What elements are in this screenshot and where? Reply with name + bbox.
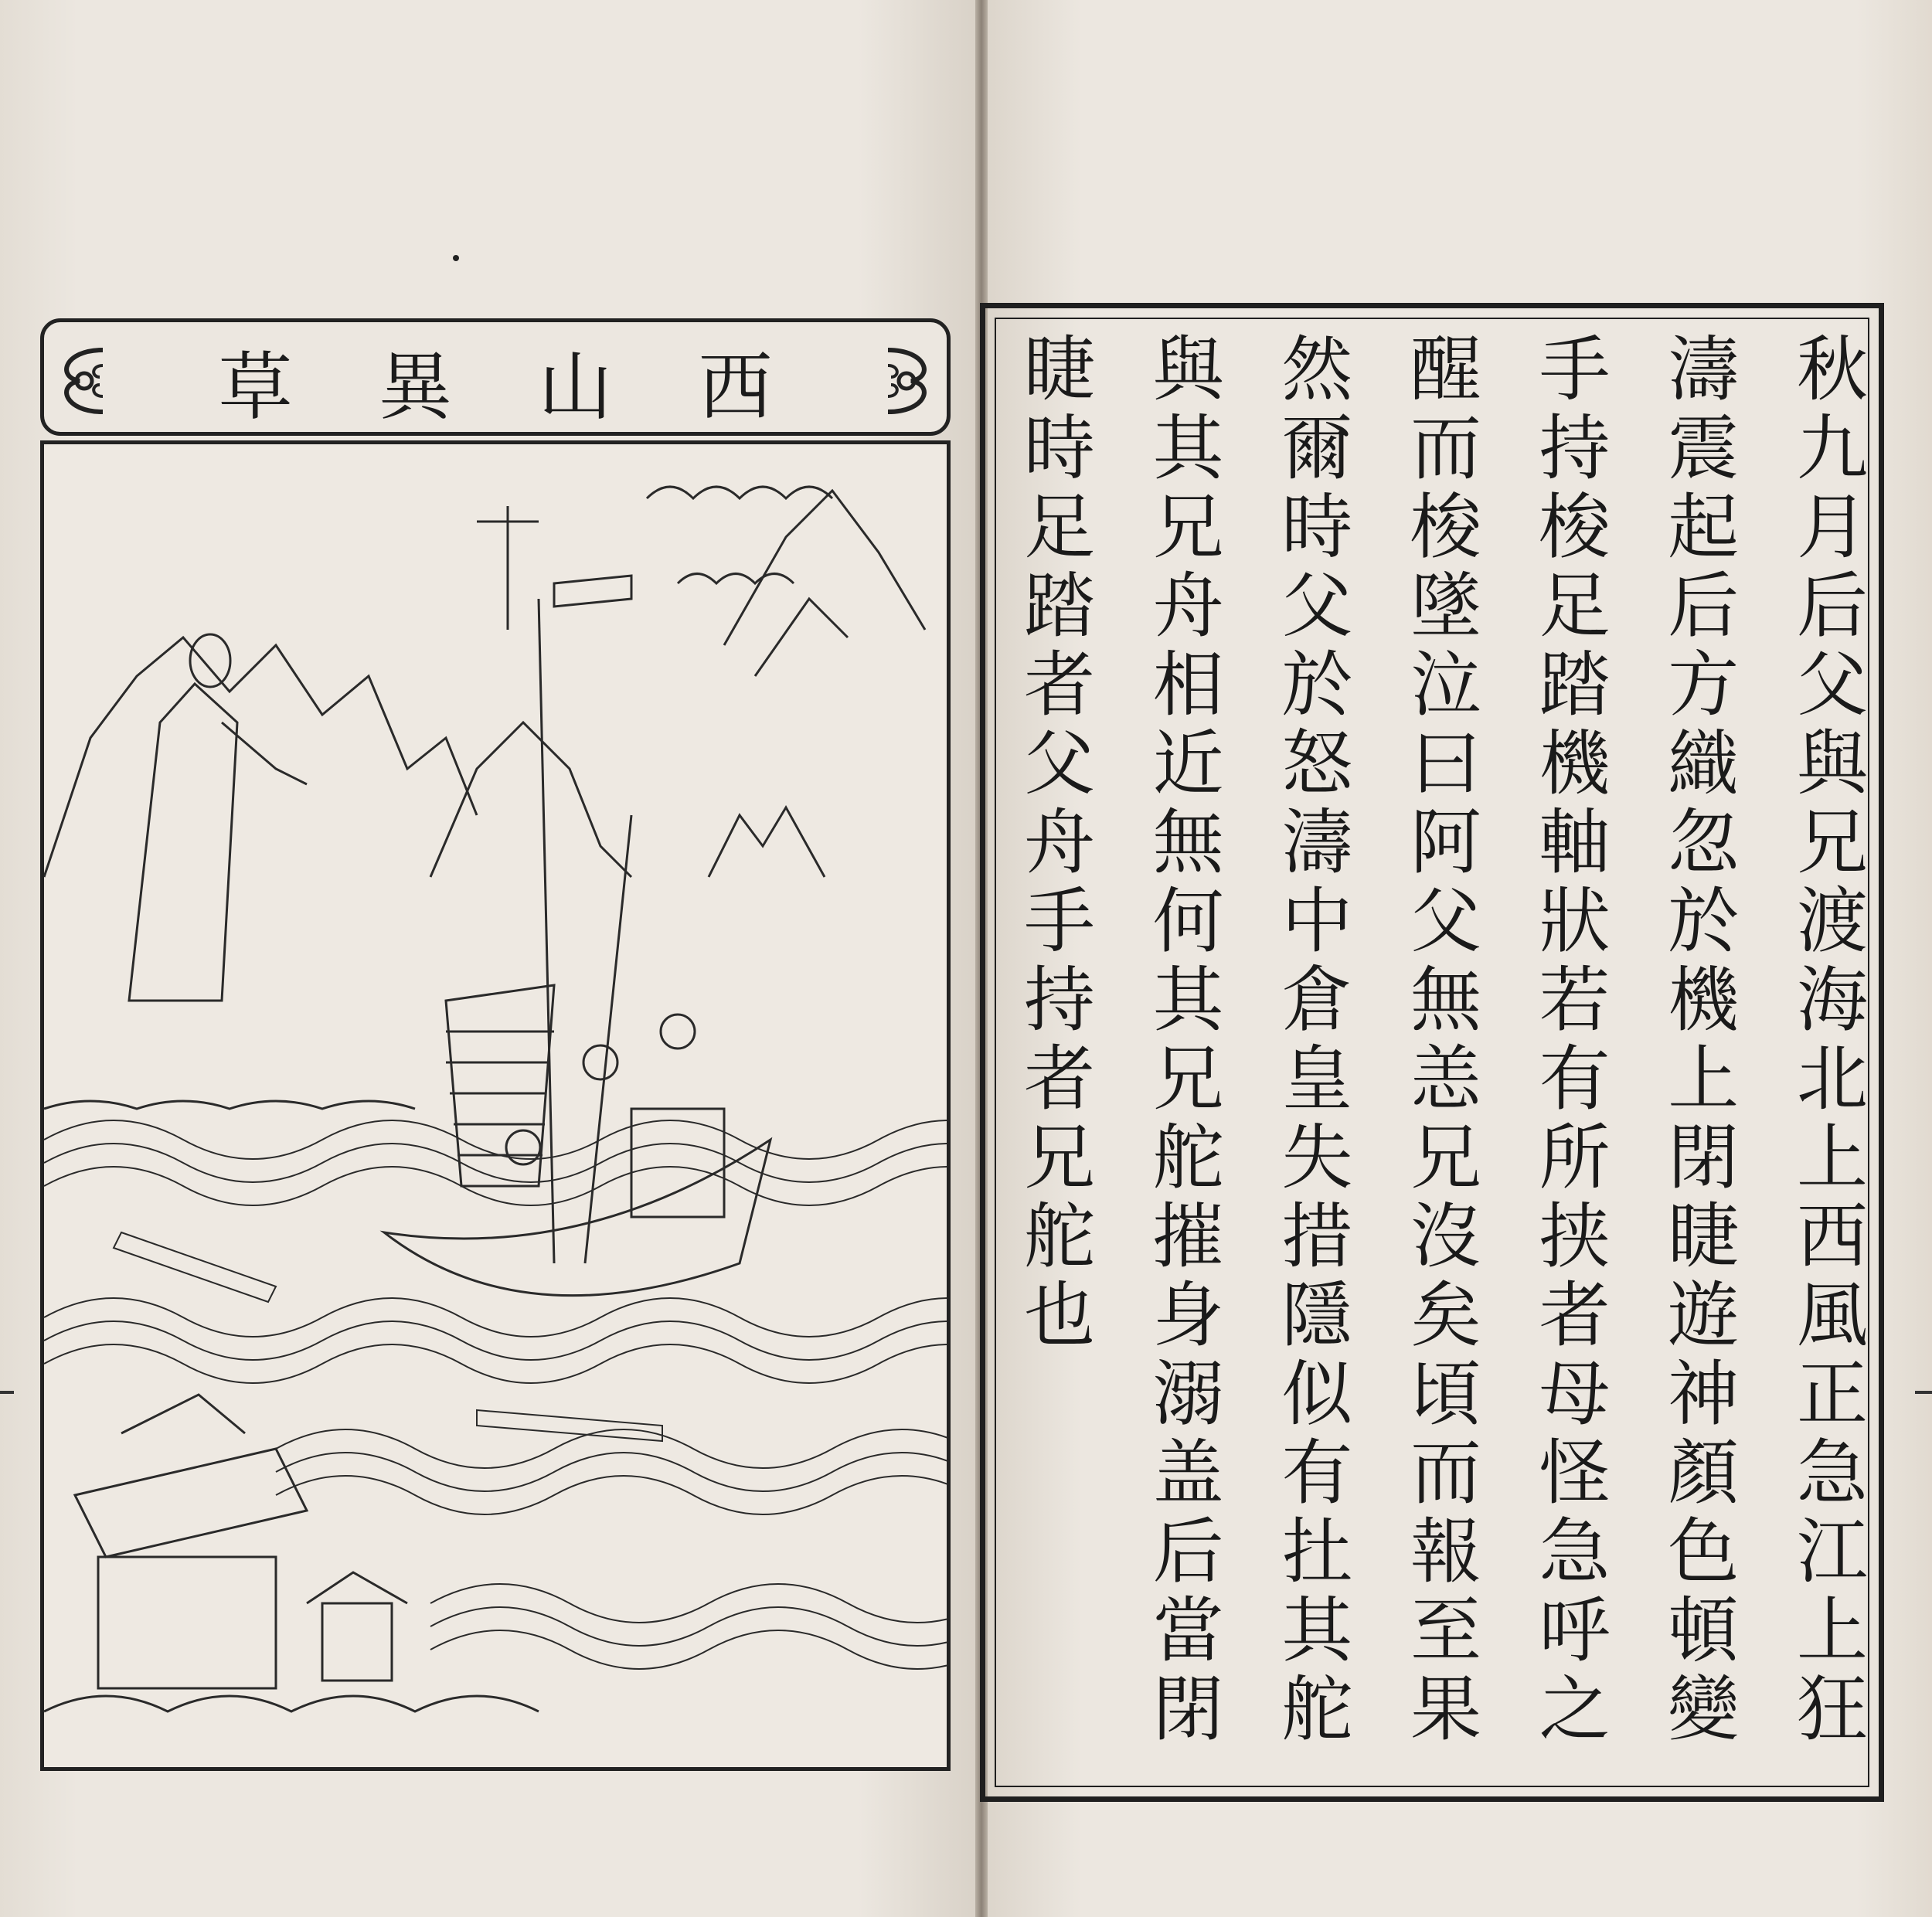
text-column: 醒而梭墜泣曰阿父無恙兄沒矣頃而報至果	[1398, 331, 1481, 1750]
title-char: 西	[698, 343, 773, 430]
text-column: 手持梭足踏機軸狀若有所挟者母怪急呼之	[1527, 331, 1611, 1750]
scroll-ornament-icon	[49, 342, 118, 420]
scroll-ornament-icon	[872, 342, 942, 420]
book-title	[175, 333, 815, 429]
text-column: 濤震起后方織忽於機上閉睫遊神顏色頓變	[1656, 331, 1740, 1750]
ink-dot	[453, 255, 459, 261]
title-char: 山	[538, 343, 613, 430]
title-char: 草	[218, 343, 293, 430]
sea-storm-scene-icon	[44, 444, 947, 1767]
margin-tick	[1915, 1391, 1932, 1394]
text-column: 然爾時父於怒濤中倉皇失措隱似有扗其舵	[1270, 331, 1353, 1750]
text-column: 睫時足踏者父舟手持者兄舵也	[1012, 331, 1095, 1356]
title-char: 異	[378, 343, 453, 430]
text-frame	[980, 303, 1884, 1802]
right-page	[988, 0, 1932, 1917]
text-column: 與其兄舟相近無何其兄舵摧身溺盖后當閉	[1141, 331, 1224, 1750]
text-column: 秋九月后父與兄渡海北上西風正急江上狂	[1784, 331, 1868, 1750]
title-banner	[40, 318, 951, 436]
margin-tick	[0, 1391, 14, 1394]
text-columns	[1012, 331, 1868, 1784]
woodblock-illustration	[40, 440, 951, 1771]
